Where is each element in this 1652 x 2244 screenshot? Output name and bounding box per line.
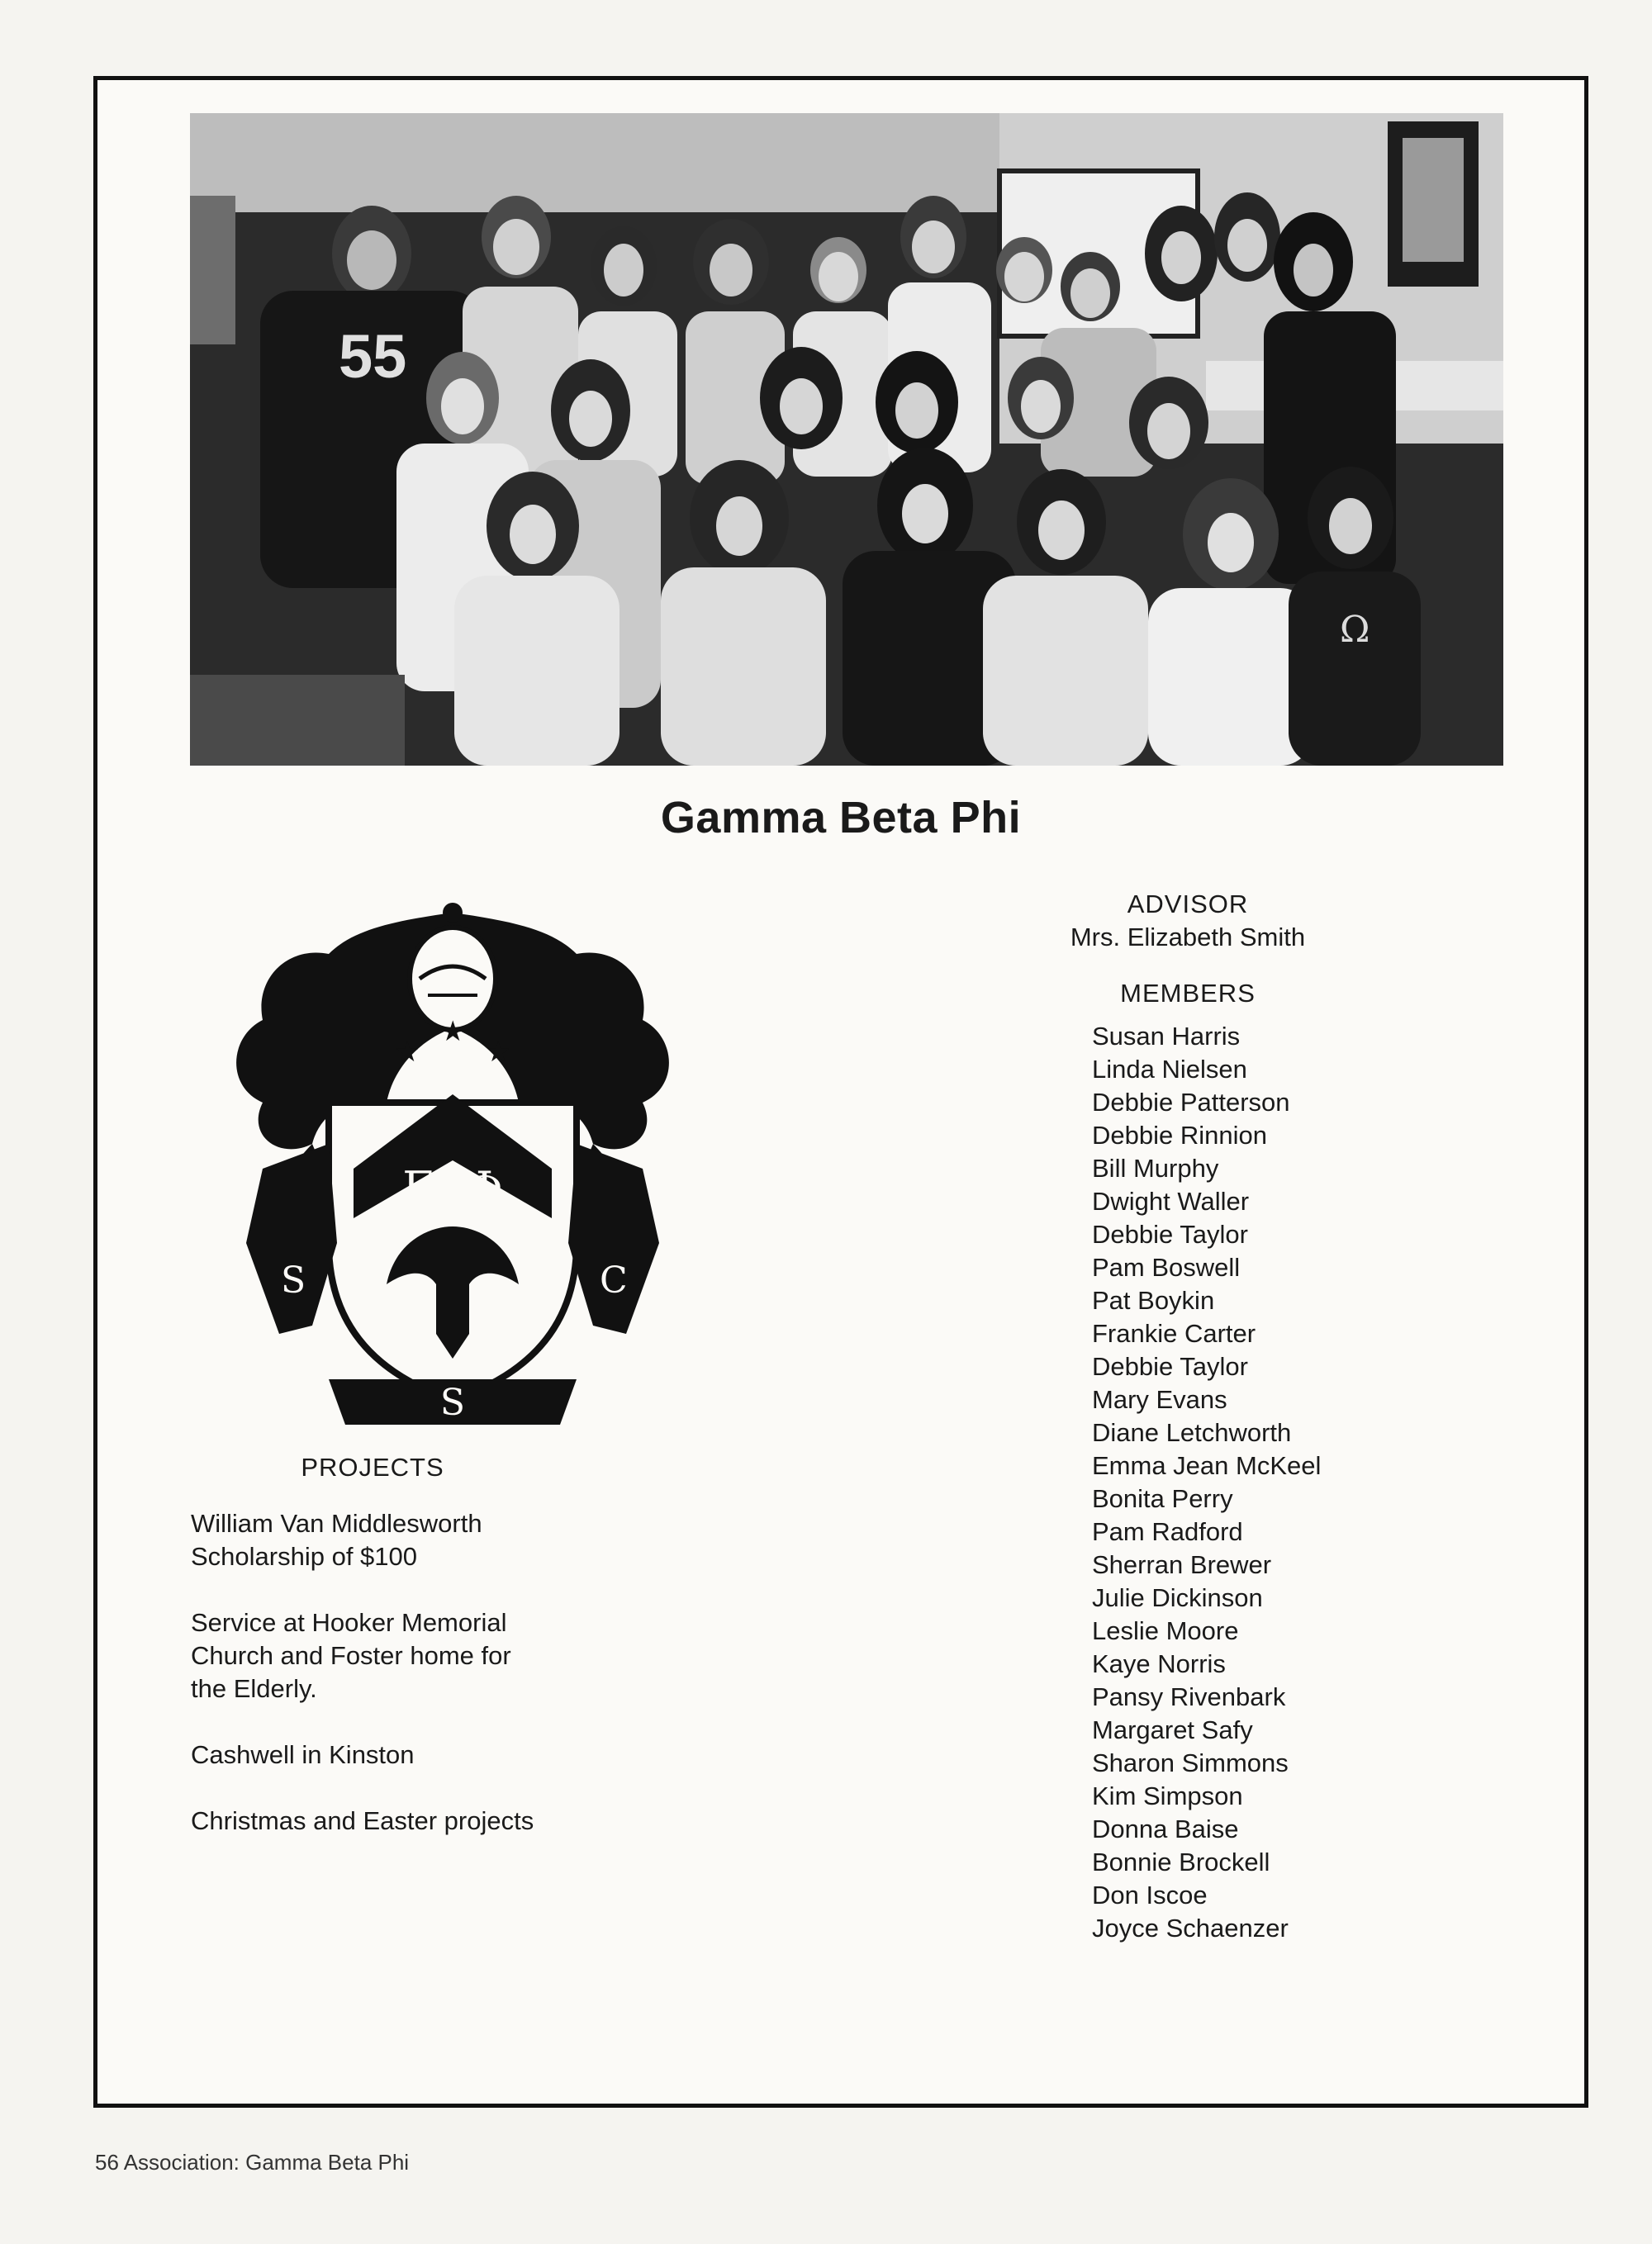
crest-ribbon-right: C <box>600 1260 628 1302</box>
member-name: Donna Baise <box>1092 1815 1239 1843</box>
crest-logo-icon <box>230 896 676 1425</box>
member-name: Sharon Simmons <box>1092 1748 1289 1777</box>
member-name: Pam Boswell <box>1092 1253 1241 1282</box>
project-item: Christmas and Easter projects <box>191 1806 534 1835</box>
project-item: William Van Middlesworth Scholarship of $100 <box>191 1509 482 1571</box>
member-name: Margaret Safy <box>1092 1715 1253 1744</box>
crest-ribbon-left: S <box>281 1260 306 1302</box>
svg-text:★: ★ <box>395 1036 420 1069</box>
member-name: Mary Evans <box>1092 1385 1227 1414</box>
member-name: Pat Boykin <box>1092 1286 1215 1315</box>
project-item: Service at Hooker Memorial Church and Foster home for the Elderly. <box>191 1608 511 1703</box>
member-name: Bonnie Brockell <box>1092 1848 1270 1876</box>
member-name: Leslie Moore <box>1092 1616 1239 1645</box>
member-name: Bonita Perry <box>1092 1484 1233 1513</box>
projects-heading: PROJECTS <box>301 1453 444 1482</box>
member-name: Debbie Rinnion <box>1092 1121 1267 1150</box>
member-name: Pam Radford <box>1092 1517 1243 1546</box>
member-name: Julie Dickinson <box>1092 1583 1263 1612</box>
page-footer: 56 Association: Gamma Beta Phi <box>95 2150 410 2175</box>
crest-greek-letters: ΓΒΦ <box>402 1162 503 1214</box>
members-heading: MEMBERS <box>1120 979 1256 1008</box>
group-photo <box>190 113 1503 766</box>
member-name: Kim Simpson <box>1092 1781 1243 1810</box>
member-name: Emma Jean McKeel <box>1092 1451 1322 1480</box>
projects-section <box>191 1451 703 1871</box>
member-name: Don Iscoe <box>1092 1881 1208 1910</box>
member-name: Debbie Patterson <box>1092 1088 1290 1117</box>
svg-text:★: ★ <box>486 1036 511 1069</box>
member-name: Debbie Taylor <box>1092 1352 1248 1381</box>
member-name: Sherran Brewer <box>1092 1550 1272 1579</box>
member-name: Dwight Waller <box>1092 1187 1250 1216</box>
member-name: Kaye Norris <box>1092 1649 1226 1678</box>
group-photo-illustration <box>190 113 1503 766</box>
roster-section <box>1056 888 1551 1945</box>
member-name: Joyce Schaenzer <box>1092 1914 1289 1943</box>
member-name: Susan Harris <box>1092 1022 1241 1051</box>
member-name: Debbie Taylor <box>1092 1220 1248 1249</box>
page-title: Gamma Beta Phi <box>660 793 1022 842</box>
advisor-heading: ADVISOR <box>1127 890 1249 918</box>
jersey-number: 55 <box>339 322 407 391</box>
members-list <box>1092 1020 1551 1945</box>
svg-text:★: ★ <box>440 1015 466 1048</box>
member-name: Linda Nielsen <box>1092 1055 1247 1084</box>
crest-ribbon-bottom: S <box>439 1382 466 1424</box>
member-name: Diane Letchworth <box>1092 1418 1292 1447</box>
page-frame <box>93 76 1588 2108</box>
svg-text:Ω: Ω <box>1340 609 1370 651</box>
member-name: Bill Murphy <box>1092 1154 1219 1183</box>
member-name: Frankie Carter <box>1092 1319 1256 1348</box>
project-item: Cashwell in Kinston <box>191 1740 415 1769</box>
advisor-name: Mrs. Elizabeth Smith <box>1070 923 1306 951</box>
member-name: Pansy Rivenbark <box>1092 1682 1286 1711</box>
